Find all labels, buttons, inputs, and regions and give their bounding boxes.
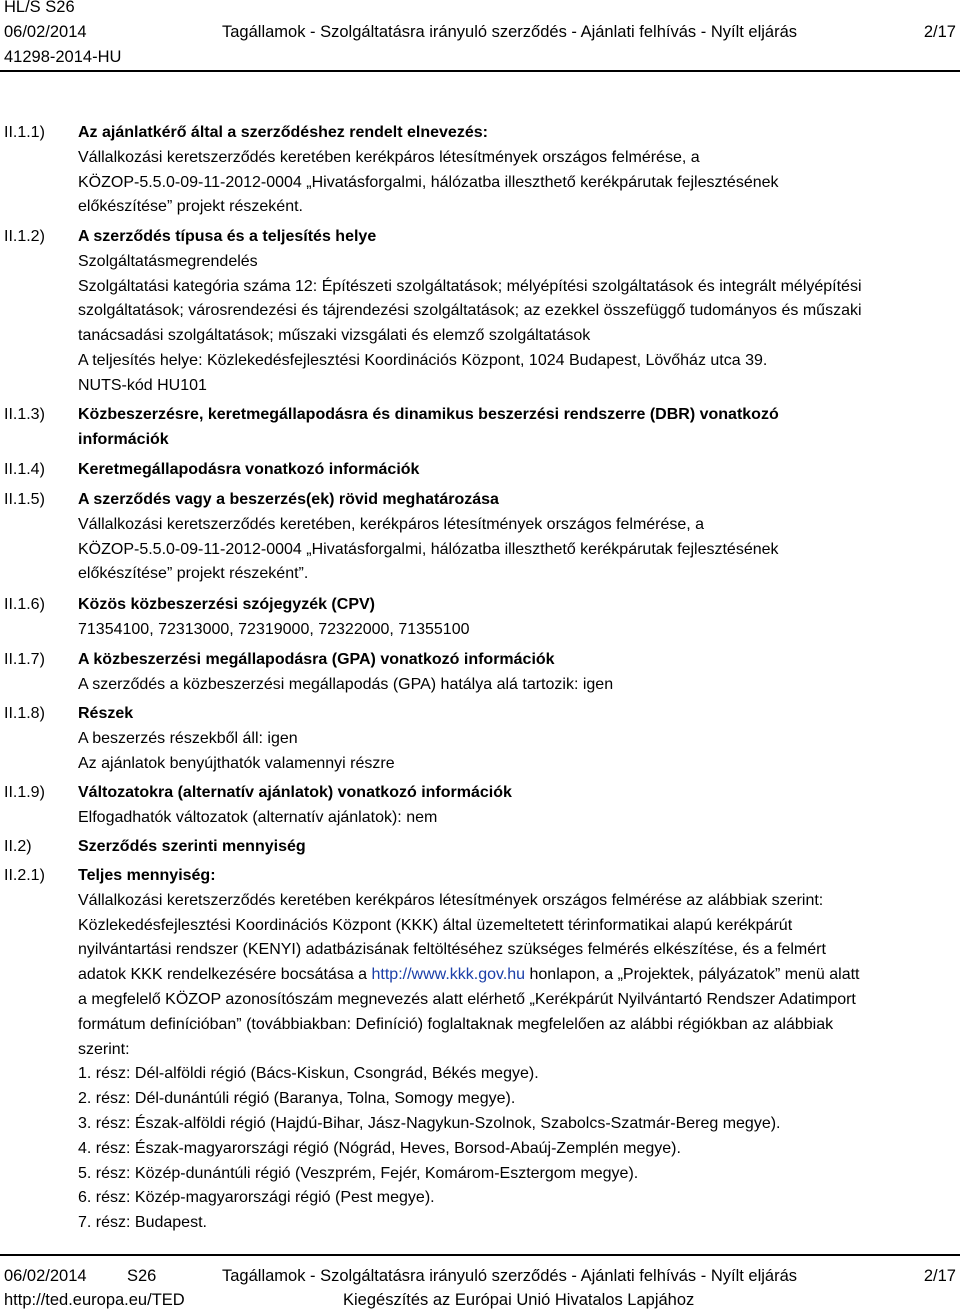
section-number: II.1.8) xyxy=(4,705,45,722)
lot-item: 5. rész: Közép-dunántúli régió (Veszprém, Fejér, Komárom-Esztergom megye). xyxy=(78,1164,639,1182)
section-number: II.1.4) xyxy=(4,461,45,478)
footer-subtitle: Kiegészítés az Európai Unió Hivatalos Lapjához xyxy=(343,1291,695,1309)
section-heading: Az ajánlatkérő által a szerződéshez rendelt elnevezés: xyxy=(78,124,488,141)
section-number: II.1.5) xyxy=(4,491,45,508)
section-number: II.1.6) xyxy=(4,596,45,613)
section-heading: A szerződés vagy a beszerzés(ek) rövid meghatározása xyxy=(78,491,499,508)
text-line: A szerződés a közbeszerzési megállapodás (GPA) hatálya alá tartozik: igen xyxy=(78,675,614,693)
text-line: előkészítése” projekt részeként”. xyxy=(78,565,309,583)
section-heading: Változatokra (alternatív ajánlatok) vonatkozó információk xyxy=(78,784,512,801)
section-lots xyxy=(78,702,956,776)
text-line: Szolgáltatási kategória száma 12: Építészeti szolgáltatások; mélyépítési szolgáltatások és integrált mélyépítési xyxy=(78,277,862,295)
text-line: Vállalkozási keretszerződés keretében kerékpáros létesítmények országos felmérése, a xyxy=(78,148,700,166)
section-heading: információk xyxy=(78,430,169,448)
footer-url-link[interactable]: http://ted.europa.eu/TED xyxy=(4,1291,185,1309)
section-short-description xyxy=(78,488,956,587)
text-line: tanácsadási szolgáltatások; műszaki vizsgálati és elemző szolgáltatások xyxy=(78,327,591,345)
section-variants xyxy=(78,781,956,831)
section-heading: A közbeszerzési megállapodásra (GPA) vonatkozó információk xyxy=(78,651,555,668)
section-procurement-info xyxy=(78,403,956,453)
section-cpv xyxy=(78,593,956,643)
section-number: II.1.2) xyxy=(4,228,45,245)
lot-item: 3. rész: Észak-alföldi régió (Hajdú-Bihar, Jász-Nagykun-Szolnok, Szabolcs-Szatmár-Bereg megye). xyxy=(78,1114,781,1132)
section-heading: Szerződés szerinti mennyiség xyxy=(78,838,306,855)
text-line: szolgáltatások; városrendezési és tájrendezési szolgáltatások; az ezekkel összefüggő tudományos és műszaki xyxy=(78,302,862,320)
text-line: A beszerzés részekből áll: igen xyxy=(78,729,298,747)
kkk-website-link[interactable]: http://www.kkk.gov.hu xyxy=(371,966,526,984)
text-line: Vállalkozási keretszerződés keretében, kerékpáros létesítmények országos felmérése, a xyxy=(78,515,705,533)
section-contract-type xyxy=(78,225,956,399)
text-line: A teljesítés helye: Közlekedésfejlesztési Koordinációs Központ, 1024 Budapest, Lövőház utca 39. xyxy=(78,351,768,369)
lot-item: 2. rész: Dél-dunántúli régió (Baranya, Tolna, Somogy megye). xyxy=(78,1090,516,1108)
footer-date: 06/02/2014 xyxy=(4,1267,87,1285)
lot-item: 1. rész: Dél-alföldi régió (Bács-Kiskun, Csongrád, Békés megye). xyxy=(78,1065,539,1083)
section-number: II.1.3) xyxy=(4,406,45,423)
section-contract-title xyxy=(78,121,956,220)
section-heading: Keretmegállapodásra vonatkozó információk xyxy=(78,461,420,478)
text-line: KÖZOP-5.5.0-09-11-2012-0004 „Hivatásforgalmi, hálózatba illeszthető kerékpárutak fejlesztésének xyxy=(78,540,779,558)
text-line: Szolgáltatásmegrendelés xyxy=(78,252,258,270)
section-number: II.1.1) xyxy=(4,124,45,141)
text-line: NUTS-kód HU101 xyxy=(78,376,207,394)
section-heading: Részek xyxy=(78,705,134,722)
header-title: Tagállamok - Szolgáltatásra irányuló szerződés - Ajánlati felhívás - Nyílt eljárás xyxy=(222,23,798,41)
footer-series: S26 xyxy=(127,1267,157,1285)
lot-item: 6. rész: Közép-magyarországi régió (Pest megye). xyxy=(78,1189,435,1207)
footer-page-number: 2/17 xyxy=(923,1267,956,1285)
section-heading: A szerződés típusa és a teljesítés helye xyxy=(78,228,377,245)
lot-item: 7. rész: Budapest. xyxy=(78,1214,207,1232)
section-number: II.2.1) xyxy=(4,867,45,884)
section-heading: Teljes mennyiség: xyxy=(78,867,216,884)
text-line: Elfogadhatók változatok (alternatív ajánlatok): nem xyxy=(78,808,438,826)
text-line: Közlekedésfejlesztési Koordinációs Központ (KKK) által üzemeltetett térinformatikai alapú kerékpárút xyxy=(78,916,793,934)
text-line: Az ajánlatok benyújthatók valamennyi részre xyxy=(78,754,395,772)
text-fragment: adatok KKK rendelkezésére bocsátása a xyxy=(78,966,372,984)
section-total-quantity xyxy=(78,864,956,1236)
text-line: a megfelelő KÖZOP azonosítószám megnevezés alatt elérhető „Kerékpárút Nyilvántartó Rendszer Adatimport xyxy=(78,990,856,1008)
section-gpa xyxy=(78,648,956,698)
section-heading: Közbeszerzésre, keretmegállapodásra és dinamikus beszerzési rendszerre (DBR) vonatkozó xyxy=(78,406,779,423)
text-line: Vállalkozási keretszerződés keretében kerékpáros létesítmények országos felmérése az alábbiak szerint: xyxy=(78,891,824,909)
text-line: előkészítése” projekt részeként. xyxy=(78,198,303,216)
section-framework-info xyxy=(78,458,956,483)
text-line xyxy=(78,963,956,988)
footer-title: Tagállamok - Szolgáltatásra irányuló szerződés - Ajánlati felhívás - Nyílt eljárás xyxy=(222,1267,798,1285)
section-number: II.1.7) xyxy=(4,651,45,668)
text-line: KÖZOP-5.5.0-09-11-2012-0004 „Hivatásforgalmi, hálózatba illeszthető kerékpárutak fejlesztésének xyxy=(78,173,779,191)
section-number: II.1.9) xyxy=(4,784,45,801)
text-line: formátum definícióban” (továbbiakban: Definíció) foglaltaknak megfelelően az alábbi régiókban az alábbiak xyxy=(78,1015,834,1033)
header-doc-id: 41298-2014-HU xyxy=(4,48,122,66)
section-number: II.2) xyxy=(4,838,32,855)
header-date: 06/02/2014 xyxy=(4,23,87,41)
footer-divider xyxy=(0,1254,960,1256)
header-series: HL/S S26 xyxy=(4,0,75,16)
cpv-codes: 71354100, 72313000, 72319000, 72322000, 71355100 xyxy=(78,620,470,638)
header-divider xyxy=(0,70,960,72)
section-heading: Közös közbeszerzési szójegyzék (CPV) xyxy=(78,596,375,613)
section-quantity xyxy=(78,835,956,860)
text-fragment: honlapon, a „Projektek, pályázatok” menü alatt xyxy=(525,966,860,984)
text-line: szerint: xyxy=(78,1040,130,1058)
text-line: nyilvántartási rendszer (KENYI) adatbázisának feltöltéséhez szükséges felmérés elkészítése, és a felmért xyxy=(78,941,826,959)
lot-item: 4. rész: Észak-magyarországi régió (Nógrád, Heves, Borsod-Abaúj-Zemplén megye). xyxy=(78,1139,681,1157)
header-page-number: 2/17 xyxy=(923,23,956,41)
